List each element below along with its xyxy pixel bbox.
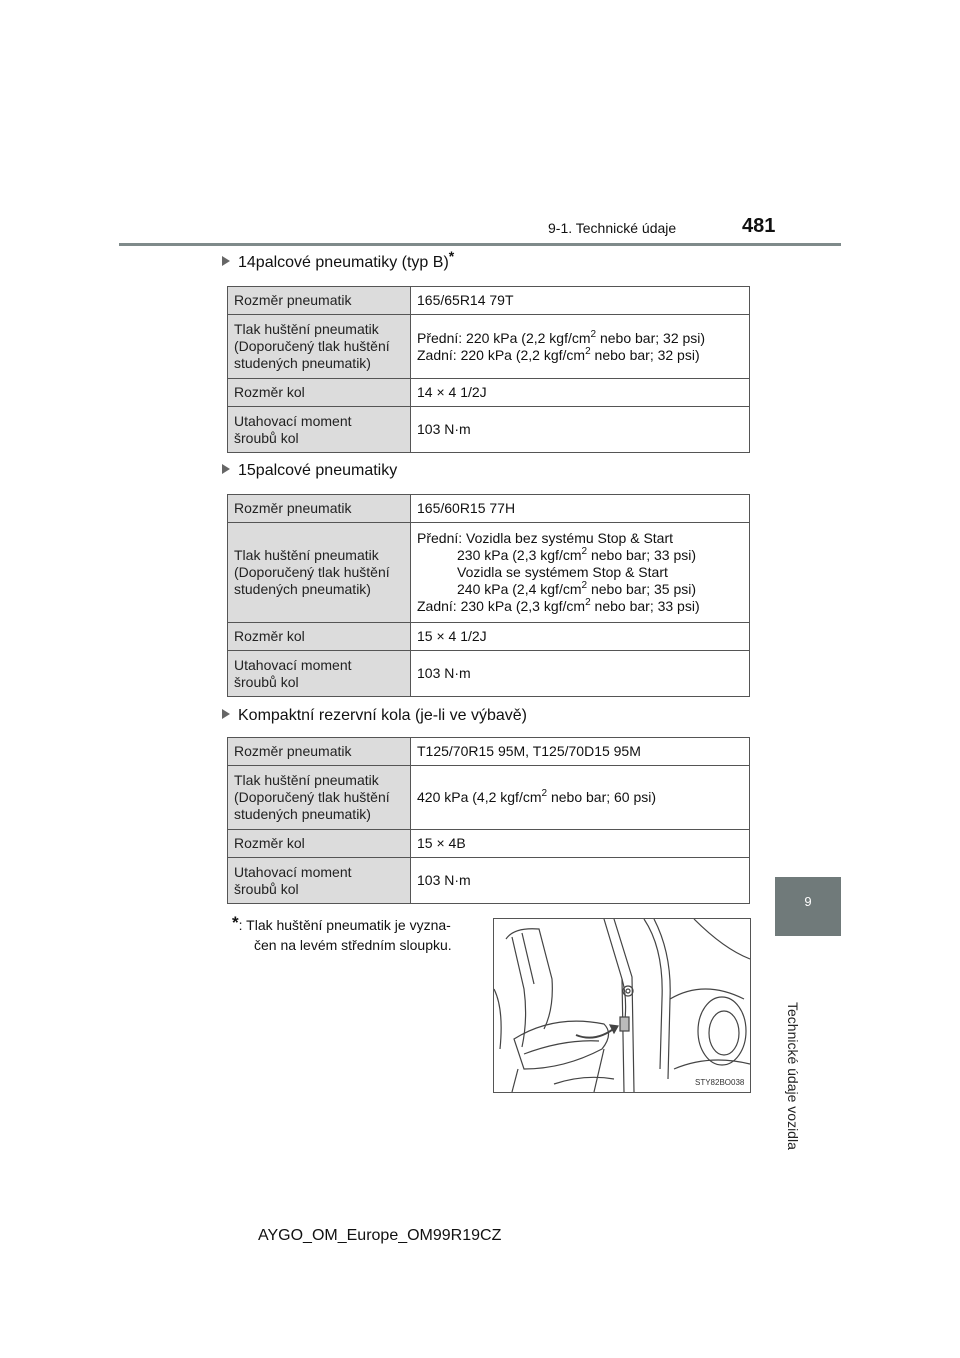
value-text: 420 kPa (4,2 kgf/cm <box>417 789 542 805</box>
row-value <box>411 407 750 453</box>
value-text: nebo bar; 32 psi) <box>590 346 700 363</box>
row-label-line: (Doporučený tlak huštění <box>234 564 390 580</box>
table-row <box>228 651 750 697</box>
superscript: 2 <box>581 546 588 557</box>
row-label <box>228 738 411 766</box>
tire-spec-table-spare <box>227 737 750 904</box>
value-text: 230 kPa (2,3 kgf/cm <box>457 547 582 563</box>
row-label-line: studených pneumatik) <box>234 581 371 597</box>
row-value-line: 15 × 4 1/2J <box>417 628 487 644</box>
row-value-line: 165/65R14 79T <box>417 292 514 308</box>
row-label-line: Rozměr kol <box>234 835 305 851</box>
row-label-line: Utahovací moment <box>234 863 352 880</box>
chapter-number: 9 <box>804 894 812 909</box>
footnote-mark: * <box>232 913 239 932</box>
value-text: nebo bar; 35 psi) <box>587 581 697 597</box>
superscript: 2 <box>585 345 591 357</box>
value-text: Vozidla se systémem Stop & Start <box>457 564 668 580</box>
tire-spec-table-15in <box>227 494 750 697</box>
row-label <box>228 379 411 407</box>
table-row <box>228 523 750 623</box>
row-value-line: T125/70R15 95M, T125/70D15 95M <box>417 743 641 759</box>
row-value-line <box>417 547 743 564</box>
value-text: nebo bar; 33 psi) <box>590 598 700 614</box>
superscript: 2 <box>590 328 597 340</box>
chapter-title: Technické údaje vozidla <box>785 1002 801 1150</box>
row-label <box>228 287 411 315</box>
table-row <box>228 858 750 904</box>
row-value <box>411 495 750 523</box>
table-row <box>228 407 750 453</box>
section-title-spare: Kompaktní rezervní kola (je-li ve výbavě) <box>222 707 527 725</box>
section-title-14in: 14palcové pneumatiky (typ B)* <box>222 254 454 272</box>
row-label-line: (Doporučený tlak huštění <box>234 338 390 354</box>
row-label <box>228 766 411 830</box>
row-value <box>411 315 750 379</box>
value-text: nebo bar; 60 psi) <box>547 789 657 805</box>
table-row <box>228 738 750 766</box>
row-label <box>228 407 411 453</box>
row-label-line: studených pneumatik) <box>234 806 371 822</box>
row-value <box>411 651 750 697</box>
value-text: Zadní: 230 kPa (2,3 kgf/cm <box>417 598 586 614</box>
triangle-bullet-icon <box>222 464 230 474</box>
row-value-line: 103 N·m <box>417 421 471 437</box>
row-label-line: Rozměr kol <box>234 628 305 644</box>
row-value <box>411 523 750 623</box>
row-value-line: 15 × 4B <box>417 835 466 851</box>
table-row <box>228 830 750 858</box>
row-value <box>411 830 750 858</box>
row-value-line <box>417 330 743 347</box>
row-value-line <box>417 598 743 615</box>
row-value-line <box>417 789 743 806</box>
row-value <box>411 623 750 651</box>
value-text: 240 kPa (2,4 kgf/cm <box>457 581 582 597</box>
row-label-line: studených pneumatik) <box>234 355 371 371</box>
footnote <box>232 913 482 955</box>
tire-label-location-illustration <box>493 918 751 1093</box>
table-row <box>228 287 750 315</box>
value-text: nebo bar; 33 psi) <box>587 547 697 563</box>
row-value <box>411 379 750 407</box>
table-row <box>228 766 750 830</box>
row-label-line: šroubů kol <box>234 880 299 897</box>
row-label <box>228 315 411 379</box>
row-label-line: šroubů kol <box>234 429 299 446</box>
row-label-line: Utahovací moment <box>234 412 352 429</box>
table-row <box>228 623 750 651</box>
superscript: 2 <box>585 597 591 608</box>
row-label-line: Rozměr pneumatik <box>234 292 352 308</box>
row-label <box>228 830 411 858</box>
row-label <box>228 523 411 623</box>
row-value-line: 165/60R15 77H <box>417 500 516 516</box>
footnote-line-2: čen na levém středním sloupku. <box>254 937 452 953</box>
row-label-line: Rozměr kol <box>234 384 305 400</box>
car-door-pillar-drawing <box>494 919 750 1092</box>
triangle-bullet-icon <box>222 256 230 266</box>
row-label-line: Utahovací moment <box>234 656 352 673</box>
row-label-line: Rozměr pneumatik <box>234 743 352 759</box>
table-row <box>228 379 750 407</box>
footnote-line-1: : Tlak huštění pneumatik je vyzna- <box>238 917 451 933</box>
row-value-line <box>417 581 743 598</box>
row-value-line <box>417 347 743 364</box>
page-number: 481 <box>742 215 776 237</box>
row-value-line: 103 N·m <box>417 872 471 888</box>
section-header: 9-1. Technické údaje <box>548 220 677 236</box>
row-label <box>228 858 411 904</box>
row-value <box>411 858 750 904</box>
row-value <box>411 287 750 315</box>
row-value-line: Přední: Vozidla bez systému Stop & Start <box>417 530 674 546</box>
row-value <box>411 738 750 766</box>
row-label-line: Tlak huštění pneumatik <box>234 321 379 337</box>
superscript: 2 <box>541 788 548 799</box>
superscript: 2 <box>581 580 588 591</box>
table-row <box>228 315 750 379</box>
value-text: Zadní: 220 kPa (2,2 kgf/cm <box>417 346 586 363</box>
row-value-line: 103 N·m <box>417 665 471 681</box>
row-label-line: Rozměr pneumatik <box>234 500 352 516</box>
triangle-bullet-icon <box>222 709 230 719</box>
row-label-line: Tlak huštění pneumatik <box>234 772 379 788</box>
row-value-line <box>417 564 743 581</box>
row-label-line: (Doporučený tlak huštění <box>234 789 390 805</box>
row-label <box>228 651 411 697</box>
value-text: Přední: 220 kPa (2,2 kgf/cm <box>417 329 591 346</box>
row-value <box>411 766 750 830</box>
value-text: nebo bar; 32 psi) <box>596 329 706 346</box>
header-rule <box>119 243 841 246</box>
row-label-line: šroubů kol <box>234 673 299 690</box>
row-value-line: 14 × 4 1/2J <box>417 384 487 400</box>
row-label-line: Tlak huštění pneumatik <box>234 547 379 563</box>
asterisk-mark: * <box>448 248 455 264</box>
row-label <box>228 623 411 651</box>
tire-spec-table-14in <box>227 286 750 453</box>
figure-code: STY82BO038 <box>695 1078 745 1087</box>
row-label <box>228 495 411 523</box>
table-row <box>228 495 750 523</box>
document-footer: AYGO_OM_Europe_OM99R19CZ <box>258 1227 502 1244</box>
section-title-15in: 15palcové pneumatiky <box>222 462 397 480</box>
